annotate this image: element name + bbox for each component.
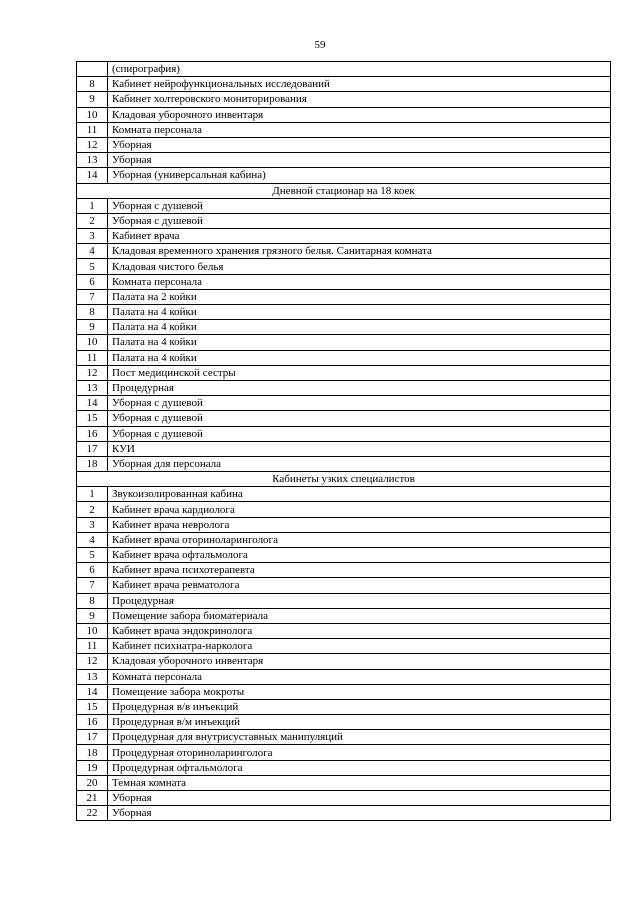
room-name: Кладовая чистого белья xyxy=(108,259,611,274)
room-name: Комната персонала xyxy=(108,122,611,137)
room-name: Уборная xyxy=(108,153,611,168)
row-number: 7 xyxy=(77,289,108,304)
table-row xyxy=(77,532,611,547)
table-row xyxy=(77,441,611,456)
row-number: 5 xyxy=(77,548,108,563)
table-row xyxy=(77,548,611,563)
room-name: Помещение забора мокроты xyxy=(108,684,611,699)
room-name: Уборная xyxy=(108,791,611,806)
room-name: Уборная с душевой xyxy=(108,213,611,228)
table-row xyxy=(77,77,611,92)
table-row xyxy=(77,229,611,244)
room-name: Пост медицинской сестры xyxy=(108,365,611,380)
room-name: Кладовая уборочного инвентаря xyxy=(108,654,611,669)
room-name: Уборная с душевой xyxy=(108,411,611,426)
row-number: 2 xyxy=(77,502,108,517)
room-name: Палата на 4 койки xyxy=(108,335,611,350)
table-row xyxy=(77,760,611,775)
row-number: 14 xyxy=(77,684,108,699)
table-row xyxy=(77,456,611,471)
room-name: Палата на 4 койки xyxy=(108,320,611,335)
table-row xyxy=(77,715,611,730)
row-number: 3 xyxy=(77,517,108,532)
table-row xyxy=(77,92,611,107)
room-name: Кабинет врача офтальмолога xyxy=(108,548,611,563)
row-number: 13 xyxy=(77,380,108,395)
row-number: 20 xyxy=(77,775,108,790)
table-row xyxy=(77,806,611,821)
page-number: 59 xyxy=(314,39,326,51)
room-name: Кладовая уборочного инвентаря xyxy=(108,107,611,122)
row-number: 2 xyxy=(77,213,108,228)
row-number: 9 xyxy=(77,92,108,107)
row-number: 4 xyxy=(77,244,108,259)
room-name: Уборная с душевой xyxy=(108,198,611,213)
row-number: 8 xyxy=(77,305,108,320)
row-number: 16 xyxy=(77,426,108,441)
room-name: Кабинет холтеровского мониторирования xyxy=(108,92,611,107)
table-row xyxy=(77,259,611,274)
row-number: 17 xyxy=(77,730,108,745)
section-title: Дневной стационар на 18 коек xyxy=(77,183,611,198)
row-number: 10 xyxy=(77,335,108,350)
table-row xyxy=(77,335,611,350)
table-row xyxy=(77,654,611,669)
room-name: Кабинет врача xyxy=(108,229,611,244)
row-number: 11 xyxy=(77,122,108,137)
table-row xyxy=(77,426,611,441)
room-name: Кабинет врача оториноларинголога xyxy=(108,532,611,547)
row-number: 13 xyxy=(77,669,108,684)
room-name: Кабинет психиатра-нарколога xyxy=(108,639,611,654)
table-row xyxy=(77,487,611,502)
room-name: Кабинет врача невролога xyxy=(108,517,611,532)
room-name: Процедурная в/м инъекций xyxy=(108,715,611,730)
row-number: 1 xyxy=(77,198,108,213)
table-row xyxy=(77,365,611,380)
table-row xyxy=(77,639,611,654)
room-name: Уборная с душевой xyxy=(108,396,611,411)
row-number: 14 xyxy=(77,396,108,411)
room-name: Палата на 2 койки xyxy=(108,289,611,304)
row-number: 6 xyxy=(77,274,108,289)
room-name: Уборная с душевой xyxy=(108,426,611,441)
room-name: Уборная xyxy=(108,137,611,152)
room-name: Процедурная xyxy=(108,593,611,608)
table-row xyxy=(77,563,611,578)
room-name: Процедурная офтальмолога xyxy=(108,760,611,775)
table-row xyxy=(77,168,611,183)
table-row xyxy=(77,608,611,623)
table-row xyxy=(77,791,611,806)
row-number: 16 xyxy=(77,715,108,730)
room-name: Звукоизолированная кабина xyxy=(108,487,611,502)
table-row xyxy=(77,380,611,395)
room-name: Палата на 4 койки xyxy=(108,305,611,320)
row-number: 10 xyxy=(77,107,108,122)
table-row xyxy=(77,775,611,790)
table-row xyxy=(77,350,611,365)
row-number: 1 xyxy=(77,487,108,502)
table-row xyxy=(77,289,611,304)
table-row xyxy=(77,213,611,228)
row-number: 19 xyxy=(77,760,108,775)
room-name: КУИ xyxy=(108,441,611,456)
table-row xyxy=(77,274,611,289)
row-number: 18 xyxy=(77,456,108,471)
room-name: Уборная для персонала xyxy=(108,456,611,471)
rooms-table xyxy=(76,61,611,821)
table-row xyxy=(77,137,611,152)
row-number: 9 xyxy=(77,320,108,335)
row-number: 9 xyxy=(77,608,108,623)
table-row xyxy=(77,198,611,213)
room-name: Комната персонала xyxy=(108,669,611,684)
room-name: Кабинет врача эндокринолога xyxy=(108,623,611,638)
room-name: Палата на 4 койки xyxy=(108,350,611,365)
row-number: 3 xyxy=(77,229,108,244)
row-number: 15 xyxy=(77,411,108,426)
table-row xyxy=(77,107,611,122)
section-header-row xyxy=(77,183,611,198)
row-number: 12 xyxy=(77,137,108,152)
table-row xyxy=(77,320,611,335)
room-name: Уборная (универсальная кабина) xyxy=(108,168,611,183)
row-number: 4 xyxy=(77,532,108,547)
section-header-row xyxy=(77,472,611,487)
room-name: Кабинет нейрофункциональных исследований xyxy=(108,77,611,92)
table-row xyxy=(77,396,611,411)
table-row xyxy=(77,699,611,714)
table-row xyxy=(77,411,611,426)
room-name: Темная комната xyxy=(108,775,611,790)
rooms-table-body xyxy=(77,62,611,821)
table-row xyxy=(77,623,611,638)
row-number: 17 xyxy=(77,441,108,456)
table-row xyxy=(77,669,611,684)
row-number: 8 xyxy=(77,593,108,608)
row-number xyxy=(77,62,108,77)
table-row xyxy=(77,517,611,532)
row-number: 5 xyxy=(77,259,108,274)
row-number: 18 xyxy=(77,745,108,760)
room-name: Помещение забора биоматериала xyxy=(108,608,611,623)
table-row xyxy=(77,244,611,259)
row-number: 10 xyxy=(77,623,108,638)
row-number: 7 xyxy=(77,578,108,593)
row-number: 6 xyxy=(77,563,108,578)
room-name: Кладовая временного хранения грязного белья. Санитарная комната xyxy=(108,244,611,259)
row-number: 8 xyxy=(77,77,108,92)
table-row xyxy=(77,502,611,517)
table-row xyxy=(77,305,611,320)
room-name: (спирография) xyxy=(108,62,611,77)
room-name: Комната персонала xyxy=(108,274,611,289)
table-row xyxy=(77,593,611,608)
table-row xyxy=(77,153,611,168)
room-name: Процедурная в/в инъекций xyxy=(108,699,611,714)
row-number: 14 xyxy=(77,168,108,183)
table-row xyxy=(77,578,611,593)
table-row xyxy=(77,684,611,699)
table-row xyxy=(77,122,611,137)
row-number: 11 xyxy=(77,350,108,365)
room-name: Кабинет врача психотерапевта xyxy=(108,563,611,578)
room-name: Процедурная xyxy=(108,380,611,395)
row-number: 22 xyxy=(77,806,108,821)
table-row xyxy=(77,730,611,745)
room-name: Кабинет врача ревматолога xyxy=(108,578,611,593)
section-title: Кабинеты узких специалистов xyxy=(77,472,611,487)
table-row xyxy=(77,62,611,77)
row-number: 15 xyxy=(77,699,108,714)
row-number: 11 xyxy=(77,639,108,654)
table-row xyxy=(77,745,611,760)
row-number: 12 xyxy=(77,654,108,669)
row-number: 13 xyxy=(77,153,108,168)
row-number: 21 xyxy=(77,791,108,806)
room-name: Процедурная для внутрисуставных манипуляций xyxy=(108,730,611,745)
row-number: 12 xyxy=(77,365,108,380)
room-name: Процедурная оториноларинголога xyxy=(108,745,611,760)
room-name: Кабинет врача кардиолога xyxy=(108,502,611,517)
room-name: Уборная xyxy=(108,806,611,821)
